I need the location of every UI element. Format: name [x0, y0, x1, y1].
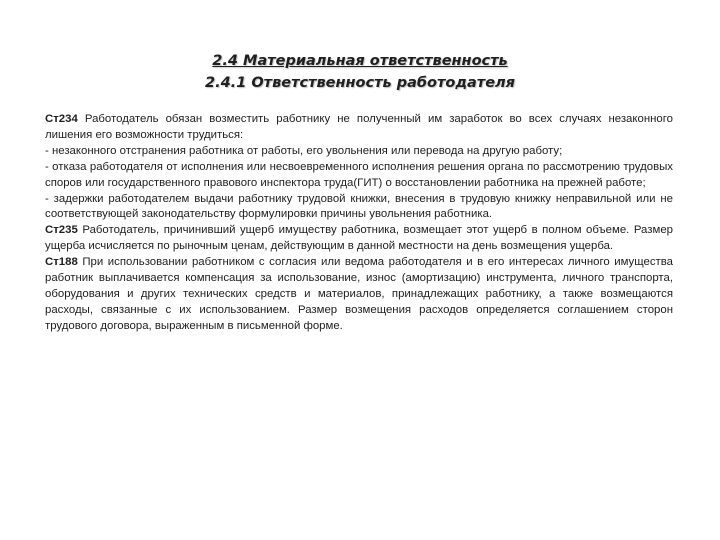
- article-text: Работодатель обязан возместить работнику не полученный им заработок во всех случаях незаконного лишения его возможности трудиться:: [45, 113, 673, 141]
- article-234: [45, 112, 673, 144]
- body-text: [45, 112, 673, 335]
- list-item: - незаконного отстранения работника от работы, его увольнения или перевода на другую работу;: [45, 144, 563, 157]
- subsection-title: 2.4.1 Ответственность работодателя: [205, 75, 515, 91]
- list-item: - задержки работодателем выдачи работнику трудовой книжки, внесения в трудовую книжку неправильной или не соответствующей законодательству формулировки причины увольнения работника.: [45, 192, 673, 221]
- section-title: 2.4 Материальная ответственность: [212, 53, 508, 69]
- article-text: При использовании работником с согласия или ведома работодателя и в его интересах личного имущества работник выплачивается компенсация за использование, износ (амортизацию) инструмента, личного транспорта, оборудования и других технических средств и материалов, принадлежащих работнику, а также возмещаются расходы, связанные с их использованием. Размер возмещения расходов определяется соглашением сторон трудового договора, выраженным в письменной форме.: [45, 256, 673, 332]
- list-item: - отказа работодателя от исполнения или несвоевременного исполнения решения органа по рассмотрению трудовых споров или государственного правового инспектора труда(ГИТ) о восстановлении работника на прежней работе;: [45, 160, 673, 189]
- title-block: [0, 50, 720, 94]
- article-number: Ст234: [45, 113, 78, 125]
- article-235: [45, 223, 673, 255]
- article-number: Ст235: [45, 224, 78, 237]
- article-text: Работодатель, причинивший ущерб имуществу работника, возмещает этот ущерб в полном объеме. Размер ущерба исчисляется по рыночным ценам, действующим в данной местности на день возмещения ущерба.: [45, 224, 673, 253]
- article-number: Ст188: [45, 256, 78, 269]
- article-188: [45, 255, 673, 335]
